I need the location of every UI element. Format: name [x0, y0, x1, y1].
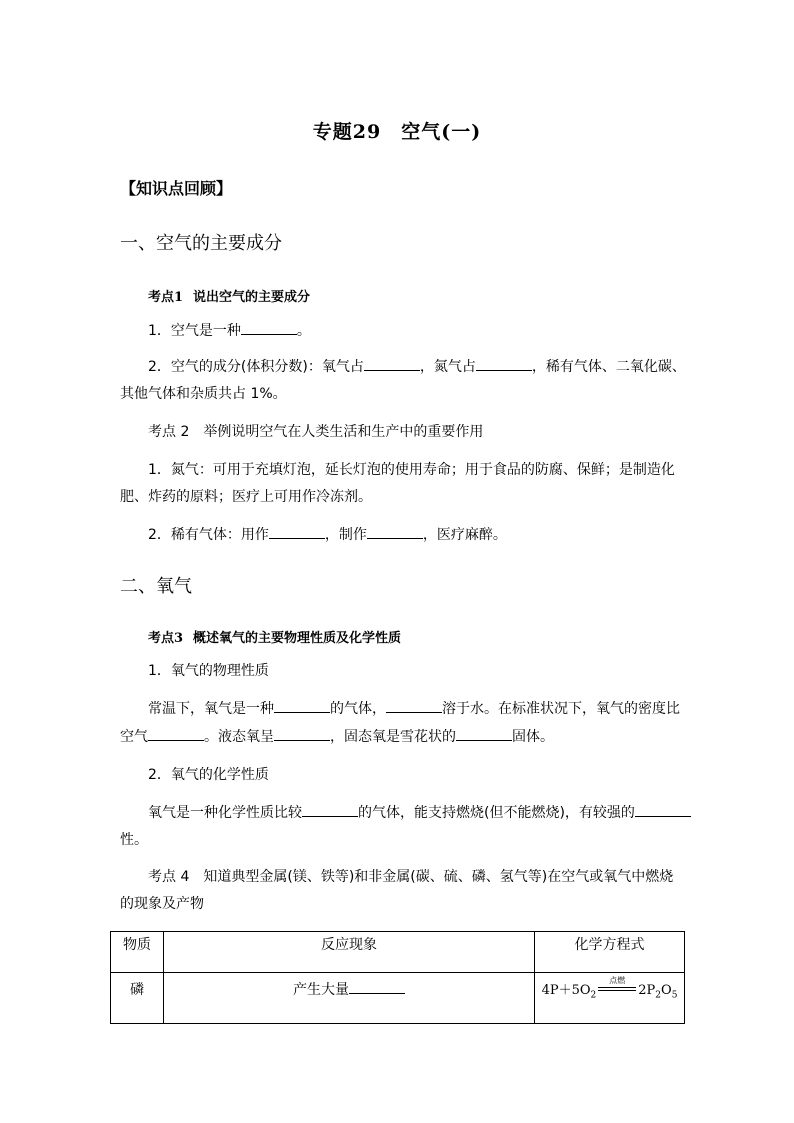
- cell-substance: 磷: [111, 973, 164, 1024]
- kaodian-1: [148, 286, 310, 305]
- fill-blank[interactable]: [349, 979, 405, 994]
- item-text: 。液态氧呈: [204, 729, 274, 745]
- item-text: 。: [296, 323, 311, 339]
- fill-blank[interactable]: [274, 726, 330, 741]
- reaction-table: [110, 931, 685, 1024]
- review-header: 【知识点回顾】: [120, 179, 233, 198]
- kaodian-4: 考点 4 知道典型金属(镁、铁等)和非金属(碳、硫、磷、氢气等)在空气或氧气中燃烧: [148, 869, 674, 885]
- eq-subscript: 5: [671, 990, 678, 1001]
- kaodian-label: 考点 2: [148, 424, 190, 440]
- fill-blank[interactable]: [302, 802, 358, 817]
- phenomenon-text: 产生大量: [293, 982, 349, 998]
- eq-product: O: [661, 983, 672, 998]
- cell-equation: [535, 973, 685, 1024]
- chemical-equation: [541, 976, 678, 1001]
- fill-blank[interactable]: [367, 524, 423, 539]
- item-text: 固体。: [512, 729, 554, 745]
- item-text: ，氮气占: [419, 359, 476, 375]
- phys-line-2: [120, 726, 554, 746]
- item-text: 氧气是一种化学性质比较: [148, 805, 302, 821]
- fill-blank[interactable]: [456, 726, 512, 741]
- item-3-cont: 肥、炸药的原料；医疗上可用作冷冻剂。: [120, 489, 372, 505]
- fill-blank[interactable]: [364, 356, 420, 371]
- phys-title: 1．氧气的物理性质: [148, 663, 269, 679]
- item-text: 溶于水。在标准状况下，氧气的密度比: [442, 701, 680, 717]
- equals-sign: [598, 987, 636, 991]
- kaodian-3: [148, 627, 401, 646]
- item-1: [148, 320, 311, 340]
- eq-subscript: 2: [590, 990, 597, 1001]
- fill-blank[interactable]: [269, 524, 325, 539]
- eq-reactants: 4P＋5O: [541, 983, 591, 998]
- chem-line-2: 性。: [120, 832, 148, 848]
- page-title: 专题29 空气(一): [312, 121, 482, 143]
- item-text: 2．稀有气体：用作: [148, 527, 269, 543]
- item-2-cont: 其他气体和杂质共占 1%。: [120, 386, 287, 402]
- reaction-condition: [598, 976, 636, 994]
- phys-line-1: [148, 698, 680, 718]
- item-text: 的气体，: [330, 701, 386, 717]
- kaodian-text: 说出空气的主要成分: [193, 290, 311, 305]
- chem-title: 2．氧气的化学性质: [148, 767, 269, 783]
- table-row: [111, 973, 685, 1024]
- kaodian-2: [148, 421, 483, 441]
- eq-subscript: 2: [655, 990, 662, 1001]
- section-heading-1: 一、空气的主要成分: [120, 233, 282, 254]
- item-text: 空气: [120, 729, 148, 745]
- item-text: 的气体，能支持燃烧(但不能燃烧)，有较强的: [358, 805, 635, 821]
- item-text: 2．空气的成分(体积分数)：氧气占: [148, 359, 364, 375]
- item-text: ，制作: [324, 527, 367, 543]
- kaodian-text: 概述氧气的主要物理性质及化学性质: [193, 631, 402, 646]
- item-3: 1．氮气：可用于充填灯泡，延长灯泡的使用寿命；用于食品的防腐、保鲜；是制造化: [148, 462, 675, 478]
- fill-blank[interactable]: [274, 698, 330, 713]
- item-text: ，医疗麻醉。: [422, 527, 507, 543]
- kaodian-label: 考点1: [148, 290, 184, 305]
- fill-blank[interactable]: [148, 726, 204, 741]
- item-text: ，稀有气体、二氧化碳、: [531, 359, 686, 375]
- kaodian-4-cont: 的现象及产物: [120, 896, 204, 912]
- item-2: [148, 356, 686, 376]
- item-4: [148, 524, 507, 544]
- eq-product: 2P: [638, 983, 656, 998]
- chem-line-1: [148, 802, 691, 822]
- section-heading-2: 二、氧气: [120, 576, 192, 597]
- item-text: 常温下，氧气是一种: [148, 701, 274, 717]
- fill-blank[interactable]: [635, 802, 691, 817]
- header-substance: 物质: [111, 932, 164, 973]
- kaodian-label: 考点3: [148, 631, 184, 646]
- fill-blank[interactable]: [476, 356, 532, 371]
- fill-blank[interactable]: [386, 698, 442, 713]
- table-header-row: [111, 932, 685, 973]
- condition-text: 点燃: [609, 976, 626, 985]
- item-text: ，固态氧是雪花状的: [330, 729, 456, 745]
- item-text: 1．空气是一种: [148, 323, 241, 339]
- fill-blank[interactable]: [241, 320, 297, 335]
- header-equation: 化学方程式: [535, 932, 685, 973]
- header-phenomenon: 反应现象: [164, 932, 535, 973]
- kaodian-text: 举例说明空气在人类生活和生产中的重要作用: [203, 424, 484, 440]
- cell-phenomenon: [164, 973, 535, 1024]
